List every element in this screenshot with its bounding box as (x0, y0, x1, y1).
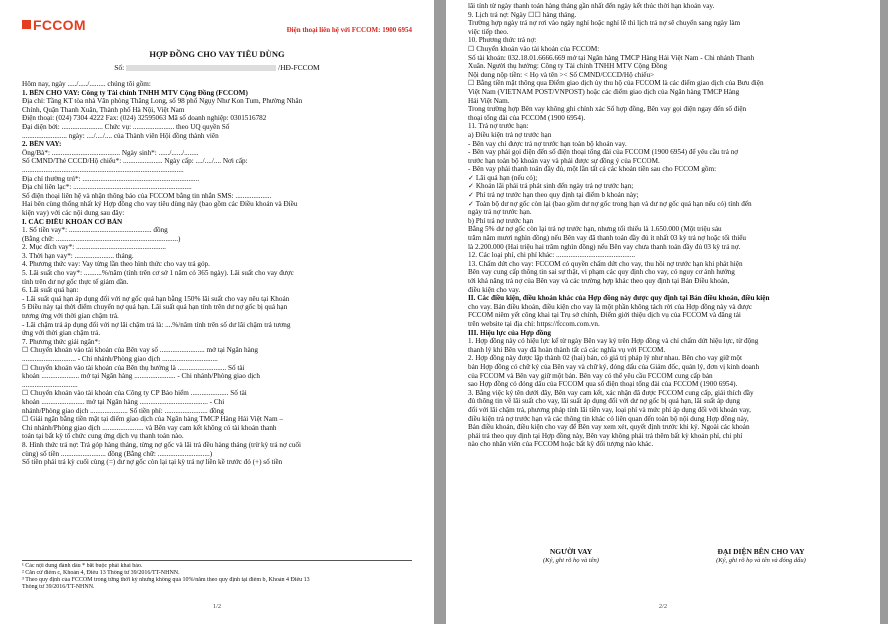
body-line: khoản ..................... mở tại Ngân hàng ....................... - Chi nhánh/Phòng giao dịch (22, 372, 260, 381)
body-line: .............................. - Chi nhánh/Phòng giao dịch ............................... (22, 355, 218, 363)
body-line: ☐ Giải ngân bằng tiền mặt tại điểm giao dịch của Ngân hàng TMCP Hàng Hải Việt Nam – (22, 415, 283, 424)
body-line: - Lãi chậm trả áp dụng đối với nợ lãi chậm trả là: ....%/năm tính trên số dư lãi chậm trả tương (22, 320, 291, 329)
body-line: Hải Việt Nam. (468, 96, 510, 105)
body-line: điều kiện cho vay. (468, 285, 521, 294)
body-line: của FCCOM và Bên vay giữ một bản. Bên vay có thể yêu cầu FCCOM cung cấp bản (468, 371, 713, 380)
body-line: II. Các điều kiện, điều khoản khác của Hợp đồng này được quy định tại Bản điều khoản, điều kiện (468, 294, 770, 303)
body-line: Điện thoại: (024) 7304 4222 Fax: (024) 32595063 Mã số doanh nghiệp: 0301516782 (22, 114, 267, 123)
contract-number-field[interactable] (126, 65, 276, 71)
body-line: tới khả năng trả nợ của Bên vay và các trường hợp khác theo quy định tại Bản Điều khoản, (468, 277, 730, 285)
body-line: 6. Lãi suất quá hạn: (22, 286, 79, 295)
body-line: tương ứng với thời gian chậm trả. (22, 312, 119, 321)
body-line: ✓ Khoản lãi phải trả phát sinh đến ngày trả nợ trước hạn; (468, 182, 634, 191)
body-line: 9. Lịch trả nợ: Ngày ☐☐ hàng tháng. (468, 10, 577, 19)
body-line: điều kiện trả nợ trước hạn và các thông tin khác có liên quan đến toàn bộ nội dung Hợp đồng này, (468, 414, 749, 423)
signature-lender (666, 548, 856, 565)
logo-mark-icon (22, 20, 31, 29)
page-number: 2/2 (658, 603, 668, 610)
body-line: ✓ Lãi quá hạn (nếu có); (468, 173, 538, 182)
body-line: ứng với thời gian chậm trả. (22, 329, 101, 338)
body-line: lãi tính từ ngày thanh toán hàng tháng gần nhất đến ngày kết thúc thời hạn khoản vay. (468, 2, 715, 10)
body-line: - Bên vay phải gọi điện đến số điện thoại tổng đài của FCCOM (1900 6954) để yêu cầu trả nợ (468, 148, 739, 157)
body-line: III. Hiệu lực của Hợp đồng (468, 328, 551, 337)
body-line: 3. Thời hạn vay*: ...................... tháng. (22, 251, 134, 260)
body-line: đối với lãi chậm trả, phương pháp tính lãi tiền vay, loại phí và mức phí áp dụng đối với khoản vay, (468, 405, 751, 414)
signature-borrower-sub: (Ký, ghi rõ họ và tên) (543, 556, 599, 564)
body-line: việc tiếp theo. (468, 27, 509, 36)
body-line: cho vay. Bản điều khoản, điều kiện cho vay là một phần không tách rời của Hợp đồng này và được (468, 302, 752, 311)
body-line: 7. Phương thức giải ngân*: (22, 337, 101, 346)
body-line: phải trả theo quy định tại Hợp đồng này, Bên vay không phải trả thêm bất kỳ khoản phí, chi phí (468, 431, 743, 440)
body-line: Nội dung nộp tiền: < Họ và tên >< Số CMND/CCCD/Hộ chiếu> (468, 70, 655, 79)
body-line: Số điện thoại liên hệ và nhận thông báo của FCCOM bằng tin nhắn SMS: .................... (22, 191, 272, 200)
body-line: 3. Bằng việc ký tên dưới đây, Bên vay cam kết, xác nhận đã được FCCOM cung cấp, giải thích đầy (468, 388, 754, 397)
body-line: Hai bên cùng thống nhất ký Hợp đồng cho vay tiêu dùng này (bao gồm các Điều khoản và Điều (22, 200, 298, 209)
body-line: ......................... ngày: ..../..../.... của Thành viên Hội đồng thành viên (22, 131, 219, 140)
body-line: Xuân. Người thụ hưởng: Công ty Tài chính TNHH MTV Cộng Đồng (468, 62, 668, 71)
body-line: FCCOM niêm yết công khai tại Trụ sở chính, Điểm giới thiệu dịch vụ của FCCOM và đăng tải (468, 311, 741, 320)
body-line: Hôm nay, ngày ...../...../......... chúng tôi gồm: (22, 80, 151, 88)
body-line: khoản ........................ mở tại Ngân hàng ...................................... - Chi (22, 397, 225, 406)
body-line: sao Hợp đồng có đóng dấu của FCCOM qua số điện thoại tổng đài của FCCOM (1900 6954). (468, 380, 738, 389)
footnote-line: Thông tư 39/2016/TT-NHNN. (22, 584, 95, 590)
body-line: Bản điều khoản, điều kiện cho vay để Bên vay xem xét, quyết định trước khi ký. Ngoài các khoản (468, 423, 750, 432)
body-line: 1. BÊN CHO VAY: Công ty Tài chính TNHH MTV Cộng Đồng (FCCOM) (22, 88, 248, 97)
body-line: thoại tổng đài của FCCOM (1900 6954). (468, 113, 586, 122)
body-line: 5. Lãi suất cho vay*: ..........%/năm (tính trên cơ sở 1 năm có 365 ngày). Lãi suất cho vay được (22, 269, 294, 278)
hotline-text: Điện thoại liên hệ với FCCOM: 1900 6954 (286, 26, 412, 34)
body-line: Số tài khoản: 032.18.01.6666.669 mở tại Ngân hàng TMCP Hàng Hải Việt Nam - Chi nhánh Thanh (468, 53, 755, 62)
body-line: (Bằng chữ: ....................................................................) (22, 234, 181, 243)
body-line: là 2.200.000 (Hai triệu hai trăm nghìn đồng) nếu Bên vay chưa thanh toán đầy đủ 03 kỳ trả nợ. (468, 242, 741, 251)
contract-number-suffix: /HĐ-FCCOM (278, 63, 320, 72)
body-line: ☐ Chuyển khoản vào tài khoản của Bên vay số ......................... mở tại Ngân hàng (22, 346, 259, 355)
body-line: thanh lý khi Bên vay đã hoàn thành tất cả các nghĩa vụ với FCCOM. (468, 345, 666, 354)
body-line: nhánh/Phòng giao dịch ..................... Số tiền phí: ........................ đồng (22, 406, 224, 415)
contract-page-2 (446, 0, 880, 624)
body-line: Địa chỉ: Tầng KT tòa nhà Văn phòng Thăng Long, số 98 phố Ngụy Như Kon Tum, Phường Nhân (22, 97, 303, 106)
body-line: ✓ Toàn bộ dư nợ gốc còn lại (bao gồm dư nợ gốc trong hạn và dư nợ gốc quá hạn nếu có) tính đến (468, 199, 752, 208)
body-line: I. CÁC ĐIỀU KHOẢN CƠ BẢN (22, 217, 123, 226)
body-line: Bên vay cung cấp thông tin sai sự thật, vi phạm các quy định cho vay, có nguy cơ ảnh hưởng (468, 268, 735, 277)
page-number: 1/2 (212, 603, 222, 610)
body-line: cùng) số tiền ......................... đồng (Bằng chữ: .............................) (22, 449, 213, 458)
body-line: 4. Phương thức vay: Vay từng lần theo hình thức cho vay trả góp. (22, 260, 210, 269)
body-line: 8. Hình thức trả nợ: Trả góp hàng tháng, từng nợ gốc và lãi trả đều hàng tháng (trừ kỳ trả nợ cuối (22, 440, 301, 449)
body-line: 2. Mục đích vay*: .................................................. (22, 243, 166, 252)
body-line: Số tiền phải trả kỳ cuối cùng (=) dư nợ gốc còn lại tại kỳ trả nợ liền kề trước đó (+) số tiền (22, 458, 283, 467)
body-line: b) Phí trả nợ trước hạn (468, 216, 534, 225)
body-line: ............................... (22, 380, 78, 389)
body-line: 2. BÊN VAY: (22, 140, 62, 149)
body-line: Ông/Bà*: ...................................... Ngày sinh*: ....../....../........ (22, 148, 199, 157)
page2-body (468, 2, 858, 449)
body-line: 13. Chấm dứt cho vay: FCCOM có quyền chấm dứt cho vay, thu hồi nợ trước hạn khi phát hiện (468, 259, 743, 268)
body-line: Trong trường hợp Bên vay không ghi chính xác Số hợp đồng, Bên vay gọi điện ngay đến số điện (468, 105, 747, 114)
body-line: 1. Số tiền vay*: .............................................. đồng (22, 226, 168, 235)
body-line: 2. Hợp đồng này được lập thành 02 (hai) bản, có giá trị pháp lý như nhau. Bên cho vay giữ một (468, 354, 742, 363)
body-line: Địa chỉ thường trú*: ................................................................. (22, 174, 200, 183)
contract-page-1 (0, 0, 434, 624)
body-line: toán tại bất kỳ tổ chức cung ứng dịch vụ thanh toán nào. (22, 432, 184, 441)
body-line: đủ thông tin về lãi suất cho vay, lãi suất áp dụng đối với dư nợ gốc bị quá hạn, lãi suất áp dụng (468, 397, 740, 406)
footnote-line: ³ Theo quy định của FCCOM trong từng thời kỳ nhưng không quá 10%/năm theo quy định tại điểm b, Khoản 4 Điều 13 (22, 577, 310, 583)
body-line: 1. Hợp đồng này có hiệu lực kể từ ngày Bên vay ký trên Hợp đồng và chỉ chấm dứt hiệu lực, từ động (468, 337, 759, 346)
body-line: - Bên vay chỉ được trả nợ trước hạn toàn bộ khoản vay. (468, 139, 627, 148)
body-line: 5 Điều này tại thời điểm chuyển nợ quá hạn. Lãi suất quá hạn tính trên dư nợ gốc bị quá hạn (22, 303, 288, 312)
contract-number-label: Số: (114, 63, 125, 72)
body-line: trên website tại địa chỉ: https://fccom.com.vn. (468, 319, 600, 328)
body-line: Đại diện bởi: ....................... Chức vụ: ....................... theo UQ quyền Số (22, 122, 230, 131)
signature-lender-title: ĐẠI DIỆN BÊN CHO VAY (717, 547, 805, 556)
body-line: .......................................................................................... (22, 165, 184, 174)
contract-number (0, 64, 434, 73)
body-line: Việt Nam (VIETNAM POST/VNPOST) hoặc các điểm giao dịch của Ngân hàng TMCP Hàng (468, 87, 740, 96)
body-line: - Bên vay phải thanh toán đầy đủ, một lần tất cả các khoản tiền sau cho FCCOM gồm: (468, 165, 717, 174)
contract-title: HỢP ĐỒNG CHO VAY TIÊU DÙNG (149, 49, 285, 59)
body-line: 12. Các loại phí, chi phí khác: ............................................ (468, 251, 636, 260)
signature-borrower (476, 548, 666, 565)
body-line: a) Điều kiện trả nợ trước hạn (468, 130, 552, 139)
body-line: Chính, Quận Thanh Xuân, Thành phố Hà Nội, Việt Nam (22, 105, 185, 114)
body-line: ☐ Chuyển khoản vào tài khoản của Bên thụ hưởng là ........................... Số tài (22, 363, 245, 372)
body-line: 10. Phương thức trả nợ: (468, 36, 537, 45)
fccom-logo (22, 17, 86, 33)
body-line: Số CMND/Thẻ CCCD/Hộ chiếu*: ...................... Ngày cấp: ..../..../.... Nơi cấp: (22, 157, 248, 166)
body-line: Địa chỉ liên lạc*: .................................................................. (22, 183, 192, 192)
body-line: Chi nhánh/Phòng giao dịch ....................... và Bên vay cam kết không có tài khoản thanh (22, 423, 277, 432)
body-line: Bằng 5% dư nợ gốc còn lại trả nợ trước hạn, nhưng tối thiểu là 1.650.000 (Một triệu sáu (468, 225, 722, 234)
footnote-line: ² Căn cứ điểm c, Khoản 4, Điều 13 Thông tư 39/2016/TT-NHNN. (22, 570, 180, 576)
body-line: ☐ Chuyển khoản vào tài khoản của Công ty CP Bảo hiểm ..................... Số tài (22, 389, 247, 398)
body-line: kiện vay) với các nội dung sau đây: (22, 208, 125, 217)
body-line: - Lãi suất quá hạn áp dụng đối với nợ gốc quá hạn bằng 150% lãi suất cho vay nêu tại Khoản (22, 294, 290, 303)
body-line: ☐ Chuyển khoản vào tài khoản của FCCOM: (468, 44, 600, 53)
body-line: bản Hợp đồng có chữ ký của Bên vay và chữ ký, đóng dấu của Giám đốc, quản lý, đơn vị kinh doanh (468, 362, 760, 371)
body-line: tính trên dư nợ gốc thực tế giảm dần. (22, 277, 129, 286)
body-line: Trường hợp ngày trả nợ rơi vào ngày nghỉ hoặc nghỉ lễ thì lịch trả nợ sẽ chuyển sang ngày làm (468, 19, 741, 28)
signature-lender-sub: (Ký, ghi rõ họ và tên và đóng dấu) (716, 556, 806, 564)
logo-text: FCCOM (33, 17, 86, 33)
body-line: trăm năm mươi nghìn đồng) nếu Bên vay đã thanh toán đầy đủ ít nhất 03 kỳ trả nợ hoặc tối thiểu (468, 234, 746, 243)
body-line: ☐ Bằng tiền mặt thông qua Điểm giao dịch ủy thu hộ của FCCOM là các điểm giao dịch của Bưu điện (468, 79, 764, 88)
body-line: 11. Trả nợ trước hạn: (468, 122, 529, 131)
footnote-line: ¹ Các nội dung đánh dấu * bắt buộc phải khai báo. (22, 563, 143, 569)
body-line: ngày trả nợ trước hạn. (468, 208, 532, 217)
body-line: trước hạn toàn bộ khoản vay và phải được sự đồng ý của FCCOM. (468, 156, 660, 165)
page1-body (22, 80, 412, 467)
signature-borrower-title: NGƯỜI VAY (549, 547, 593, 556)
body-line: ✓ Phí trả nợ trước hạn theo quy định tại điểm b khoản này; (468, 191, 639, 200)
footnotes (22, 560, 412, 591)
body-line: nào cho nhân viên của FCCOM hoặc bất kỳ đối tượng nào khác. (468, 440, 654, 449)
